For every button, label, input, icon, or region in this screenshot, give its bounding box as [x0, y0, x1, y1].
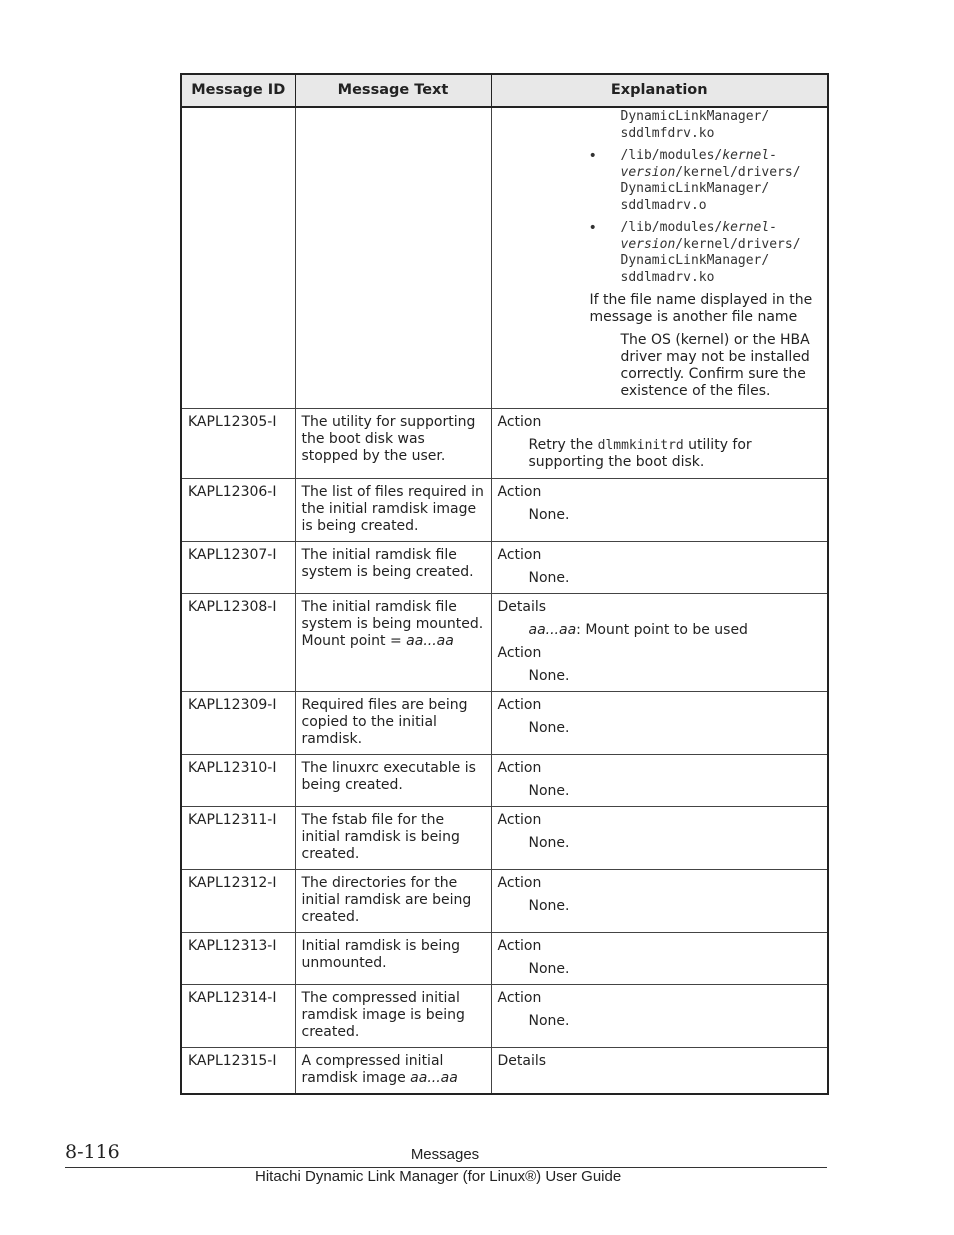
message-text: The fstab file for the initial ramdisk is being created. — [295, 806, 491, 869]
table-row — [181, 984, 828, 1047]
message-table — [180, 73, 829, 1095]
action-label: Action — [497, 413, 542, 430]
message-id: KAPL12307-I — [181, 541, 295, 593]
table-row — [181, 478, 828, 541]
message-text: The utility for supporting the boot disk was stopped by the user. — [295, 408, 491, 478]
case-text: The OS (kernel) or the HBA driver may not be installed correctly. Confirm sure the existence of the files. — [620, 332, 810, 399]
header-message-text: Message Text — [295, 74, 491, 107]
table-row — [181, 1047, 828, 1094]
message-explanation — [491, 691, 828, 754]
message-id: KAPL12310-I — [181, 754, 295, 806]
action-text: Retry the dlmmkinitrd utility for supporting the boot disk. — [528, 436, 752, 470]
message-id: KAPL12313-I — [181, 932, 295, 984]
header-explanation: Explanation — [491, 74, 828, 107]
bullet-icon: • — [588, 148, 597, 164]
table-row — [181, 691, 828, 754]
message-id: KAPL12309-I — [181, 691, 295, 754]
table-header-row — [181, 74, 828, 107]
cell-explanation — [491, 107, 828, 408]
action-text: None. — [528, 960, 570, 977]
table-row — [181, 541, 828, 593]
action-text: None. — [528, 719, 570, 736]
path-continuation: DynamicLinkManager/ sddlmfdrv.ko — [620, 109, 770, 141]
footer-section-title: Messages — [410, 1146, 480, 1163]
action-label: Action — [497, 644, 542, 661]
message-id: KAPL12311-I — [181, 806, 295, 869]
action-text: None. — [528, 897, 570, 914]
page-number: 8-116 — [65, 1141, 120, 1163]
action-label: Action — [497, 759, 542, 776]
message-text: Required files are being copied to the initial ramdisk. — [295, 691, 491, 754]
details-label: Details — [497, 1052, 547, 1069]
case-label: If the file name displayed in the message is another file name — [589, 292, 813, 325]
message-id: KAPL12312-I — [181, 869, 295, 932]
table-row — [181, 806, 828, 869]
details-label: Details — [497, 598, 547, 615]
details-text: aa...aa: Mount point to be used — [528, 621, 748, 638]
table-row — [181, 408, 828, 478]
message-explanation — [491, 593, 828, 691]
message-text: A compressed initial ramdisk image aa...aa — [295, 1047, 491, 1094]
code-command: dlmmkinitrd — [597, 437, 684, 453]
message-text: The initial ramdisk file system is being mounted. Mount point = aa...aa — [295, 593, 491, 691]
action-label: Action — [497, 546, 542, 563]
action-text: None. — [528, 1012, 570, 1029]
message-text: The initial ramdisk file system is being created. — [295, 541, 491, 593]
message-explanation — [491, 541, 828, 593]
list-item: • /lib/modules/kernel- version/kernel/drivers/ DynamicLinkManager/ sddlmadrv.o — [588, 148, 801, 213]
action-label: Action — [497, 483, 542, 500]
table-row — [181, 593, 828, 691]
message-text: The directories for the initial ramdisk are being created. — [295, 869, 491, 932]
message-explanation — [491, 478, 828, 541]
action-text: None. — [528, 834, 570, 851]
message-id: KAPL12306-I — [181, 478, 295, 541]
list-item: • /lib/modules/kernel- version/kernel/drivers/ DynamicLinkManager/ sddlmadrv.ko — [588, 220, 801, 285]
message-id: KAPL12314-I — [181, 984, 295, 1047]
cell-id-empty — [181, 107, 295, 408]
message-text: The list of files required in the initial ramdisk image is being created. — [295, 478, 491, 541]
message-id: KAPL12308-I — [181, 593, 295, 691]
action-label: Action — [497, 989, 542, 1006]
action-label: Action — [497, 874, 542, 891]
action-text: None. — [528, 506, 570, 523]
table-row — [181, 754, 828, 806]
action-label: Action — [497, 937, 542, 954]
action-text: None. — [528, 569, 570, 586]
action-text: None. — [528, 782, 570, 799]
message-text: The linuxrc executable is being created. — [295, 754, 491, 806]
action-text: None. — [528, 667, 570, 684]
header-message-id: Message ID — [181, 74, 295, 107]
message-explanation — [491, 408, 828, 478]
table-row — [181, 869, 828, 932]
message-explanation — [491, 984, 828, 1047]
message-text: The compressed initial ramdisk image is being created. — [295, 984, 491, 1047]
message-explanation — [491, 1047, 828, 1094]
message-explanation — [491, 869, 828, 932]
action-label: Action — [497, 811, 542, 828]
message-explanation — [491, 806, 828, 869]
message-explanation — [491, 754, 828, 806]
message-text: Initial ramdisk is being unmounted. — [295, 932, 491, 984]
cell-text-empty — [295, 107, 491, 408]
table-row-continuation — [181, 107, 828, 408]
message-explanation — [491, 932, 828, 984]
bullet-icon: • — [588, 220, 597, 236]
footer-guide-title: Hitachi Dynamic Link Manager (for Linux®) User Guide — [255, 1168, 622, 1185]
message-id: KAPL12305-I — [181, 408, 295, 478]
action-label: Action — [497, 696, 542, 713]
table-row — [181, 932, 828, 984]
message-id: KAPL12315-I — [181, 1047, 295, 1094]
